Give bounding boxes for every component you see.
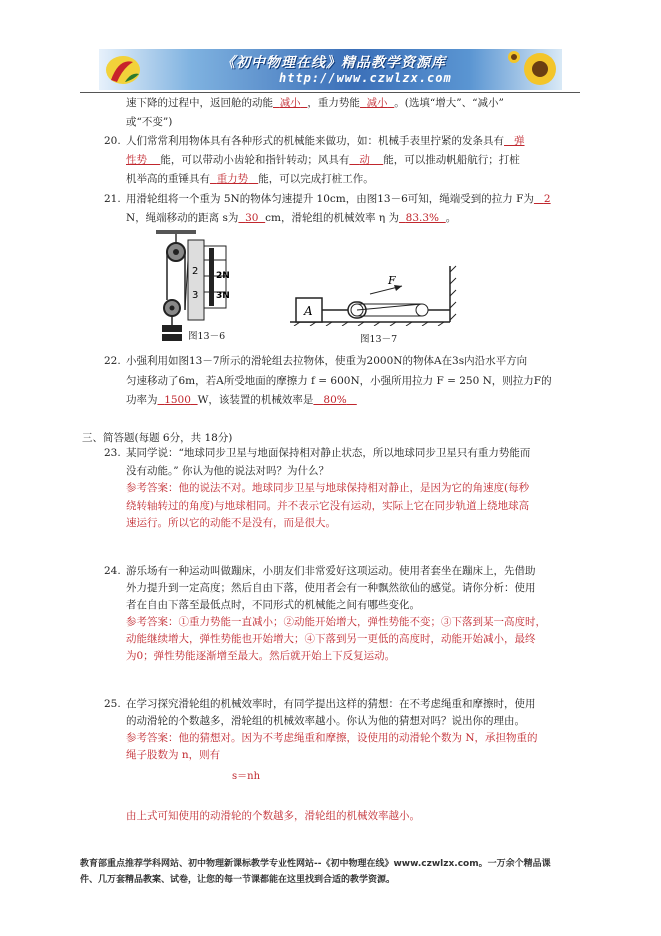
q24-answer-line1: 参考答案：①重力势能一直减小；②动能开始增大，弹性势能不变；③下落到某一高度时， — [126, 616, 546, 628]
header-banner — [99, 49, 562, 90]
q24-line2: 外力提升到一定高度；然后自由下落，使用者会有一种飘然欲仙的感觉。请你分析：使用 — [126, 582, 536, 594]
banner-url[interactable]: http://www.czwlzx.com — [279, 71, 452, 85]
q21-answer-2: 30 — [245, 212, 259, 224]
q23-number: 23. — [104, 447, 121, 459]
q23-line1: 某同学说：“地球同步卫星与地面保持相对静止状态，所以地球同步卫星只有重力势能而 — [126, 447, 531, 459]
figure-13-7-caption: 图13－7 — [360, 334, 398, 345]
q24-number: 24. — [104, 565, 121, 577]
sunflower-icon — [502, 49, 562, 90]
q19-answer-2: 减小 — [366, 97, 388, 109]
q20-answer-3: 重力势 — [216, 173, 249, 185]
q22-number: 22. — [104, 355, 121, 367]
q25-formula: s＝nh — [232, 771, 261, 782]
site-logo-icon — [103, 52, 143, 87]
banner-title: 《初中物理在线》精品教学资源库 — [221, 55, 446, 71]
q24-line1: 游乐场有一种运动叫做蹦床，小朋友们非常爱好这项运动。使用者套坐在蹦床上，先借助 — [126, 565, 536, 577]
q23-line2: 没有动能。” 你认为他的说法对吗？为什么？ — [126, 465, 329, 477]
q20-answer-2: 动 — [359, 154, 370, 166]
q21-answer-3: 83.3% — [405, 212, 440, 224]
q25-number: 25. — [104, 698, 121, 710]
q20-line1: 人们常常利用物体具有各种形式的机械能来做功，如：机械手表里拧紧的发条具有 弹 — [126, 135, 525, 147]
section-title: 三、简答题(每题 6分，共 18分) — [82, 432, 233, 444]
q21-number: 21. — [104, 193, 121, 205]
q24-answer-line3: 为0；弹性势能逐渐增至最大。然后就开始上下反复运动。 — [126, 650, 396, 662]
figure-13-6-caption: 图13－6 — [188, 331, 226, 342]
q19-line2: 或“不变”) — [126, 116, 173, 128]
q19-line1: 速下降的过程中，返回舱的动能 减小 ，重力势能 减小 。(选填“增大”、“减小” — [126, 97, 504, 109]
q22-line1: 小强利用如图13－7所示的滑轮组去拉物体，使重为2000N的物体A在3s内沿水平方向 — [126, 355, 528, 367]
scale-label-2N: 2N — [216, 271, 230, 281]
force-label: F — [388, 274, 396, 287]
q20-line3: 机举高的重锤具有 重力势 能，可以完成打桩工作。 — [126, 173, 374, 185]
q22-line3: 功率为 1500 W，该装置的机械效率是 80% — [126, 394, 347, 406]
q24-line3: 者在自由下落至最低点时，不同形式的机械能之间有哪些变化。 — [126, 599, 420, 611]
block-label: A — [304, 304, 313, 318]
q25-answer-line1: 参考答案：他的猜想对。因为不考虑绳重和摩擦，设使用的动滑轮个数为 N，承担物重的 — [126, 732, 538, 744]
q24-answer-line2: 动能继续增大，弹性势能也开始增大；④下落到另一更低的高度时，动能开始减小，最终 — [126, 633, 536, 645]
q23-answer-line1: 参考答案：他的说法不对。地球同步卫星与地球保持相对静止，是因为它的角速度(每秒 — [126, 482, 530, 494]
footer — [80, 856, 590, 888]
q20-number: 20. — [104, 135, 121, 147]
q21-answer-1: 2 — [543, 193, 551, 205]
q22-line2: 匀速移动了6m，若A所受地面的摩擦力 f = 600N，小强所用拉力 F = 250 N，则拉力F的 — [126, 375, 552, 387]
q21-line1: 用滑轮组将一个重为 5N的物体匀速提升 10cm，由图13－6可知，绳端受到的拉力 F为 2 — [126, 193, 551, 205]
scale-label-2: 2 — [192, 266, 199, 277]
q25-answer-line3: 由上式可知使用的动滑轮的个数越多，滑轮组的机械效率越小。 — [126, 810, 420, 822]
figure-13-7 — [290, 264, 460, 326]
footer-line2: 件、几万套精品教案、试卷，让您的每一节课都能在这里找到合适的教学资源。 — [80, 875, 396, 885]
q25-line1: 在学习探究滑轮组的机械效率时，有同学提出这样的猜想：在不考虑绳重和摩擦时，使用 — [126, 698, 536, 710]
q20-line2: 性势 能，可以带动小齿轮和指针转动；风具有 动 能，可以推动帆船航行；打桩 — [126, 154, 520, 166]
q25-answer-line2: 绳子股数为 n，则有 — [126, 749, 221, 761]
footer-line1: 教育部重点推荐学科网站、初中物理新课标教学专业性网站--《初中物理在线》www.czwlzx.com。一万余个精品课 — [80, 859, 551, 869]
q22-answer-1: 1500 — [164, 394, 191, 406]
scale-label-3N: 3N — [216, 291, 230, 301]
q23-answer-line2: 绕转轴转过的角度)与地球相同。并不表示它没有运动，实际上它在同步轨道上绕地球高 — [126, 500, 530, 512]
q19-answer-1: 减小 — [279, 97, 301, 109]
q25-line2: 的动滑轮的个数越多，滑轮组的机械效率越小。你认为他的猜想对吗？说出你的理由。 — [126, 715, 525, 727]
q23-answer-line3: 速运行。所以它的动能不是没有，而是很大。 — [126, 517, 336, 529]
q21-line2: N，绳端移动的距离 s为 30 cm，滑轮组的机械效率 η 为 83.3% 。 — [126, 212, 457, 224]
q20-answer-1a: 弹 — [514, 135, 525, 147]
q22-answer-2: 80% — [323, 394, 347, 406]
scale-label-3: 3 — [192, 290, 199, 301]
q20-answer-1b: 性势 — [126, 154, 147, 166]
